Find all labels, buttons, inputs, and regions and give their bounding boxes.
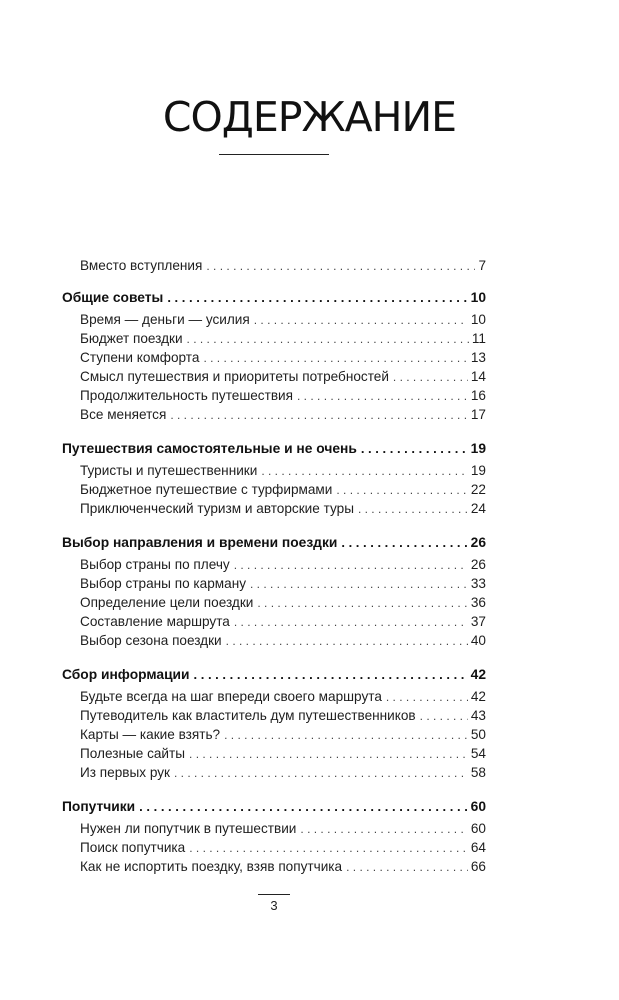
dot-leader [234,615,468,629]
toc-entry-page: 40 [470,633,486,648]
dot-leader [346,860,468,874]
toc-entry-title: Определение цели поездки [80,595,254,610]
toc-entry-title: Из первых рук [80,765,170,780]
toc-entry-page: 36 [470,595,486,610]
toc-entry[interactable] [62,350,486,369]
dot-leader [189,841,468,855]
toc-entry[interactable] [62,258,486,277]
dot-leader [206,259,475,273]
toc-entry-title: Путеводитель как властитель дум путешественников [80,708,416,723]
dot-leader [187,332,469,346]
dot-leader [167,290,467,305]
toc-entry-title: Бюджетное путешествие с турфирмами [80,482,333,497]
dot-leader [300,822,467,836]
toc-entry[interactable] [62,557,486,576]
toc-section[interactable] [62,667,486,689]
toc-entry[interactable] [62,765,486,784]
toc-entry-title: Карты — какие взять? [80,727,221,742]
toc-entry-page: 10 [470,312,486,327]
toc-entry-page: 43 [470,708,486,723]
toc-entry[interactable] [62,501,486,520]
dot-leader [386,690,468,704]
toc-entry-title: Попутчики [62,799,136,814]
toc-entry-title: Будьте всегда на шаг впереди своего маршрута [80,689,382,704]
toc-entry-page: 16 [470,388,486,403]
dot-leader [336,483,468,497]
toc-entry-page: 7 [478,258,486,273]
toc-entry-page: 13 [470,350,486,365]
toc-entry-title: Путешествия самостоятельные и не очень [62,441,357,456]
toc-entry-title: Нужен ли попутчик в путешествии [80,821,297,836]
toc-entry-page: 14 [470,369,486,384]
dot-leader [254,313,468,327]
title-divider [219,154,329,155]
toc-entry[interactable] [62,312,486,331]
toc-entry[interactable] [62,388,486,407]
toc-entry-title: Туристы и путешественники [80,463,258,478]
dot-leader [203,351,467,365]
toc-entry-title: Полезные сайты [80,746,186,761]
toc-entry[interactable] [62,746,486,765]
toc-entry-page: 26 [470,535,486,550]
toc-entry-title: Поиск попутчика [80,840,186,855]
toc-entry-title: Смысл путешествия и приоритеты потребностей [80,369,389,384]
toc-entry-page: 42 [470,667,486,682]
toc-entry-page: 19 [470,441,486,456]
dot-leader [234,558,468,572]
toc-entry-page: 19 [470,463,486,478]
toc-entry[interactable] [62,369,486,388]
page-number: 3 [270,898,278,913]
dot-leader [194,667,468,682]
toc-section[interactable] [62,290,486,312]
dot-leader [361,441,468,456]
toc-entry-title: Как не испортить поездку, взяв попутчика [80,859,343,874]
dot-leader [224,728,468,742]
toc-entry-page: 60 [470,821,486,836]
dot-leader [189,747,468,761]
toc-entry-page: 24 [470,501,486,516]
toc-entry-title: Выбор страны по плечу [80,557,230,572]
toc-entry-page: 26 [470,557,486,572]
toc-entry-page: 33 [470,576,486,591]
toc-entry-page: 11 [471,331,486,346]
toc-entry-page: 42 [470,689,486,704]
toc-section[interactable] [62,535,486,557]
dot-leader [257,596,468,610]
dot-leader [358,502,468,516]
dot-leader [297,389,468,403]
toc-entry-title: Общие советы [62,290,164,305]
toc-entry-page: 10 [470,290,486,305]
toc-entry[interactable] [62,727,486,746]
toc-entry-page: 60 [470,799,486,814]
dot-leader [170,408,468,422]
toc-entry-title: Все меняется [80,407,167,422]
toc-entry[interactable] [62,595,486,614]
toc-entry-page: 37 [470,614,486,629]
dot-leader [261,464,468,478]
dot-leader [393,370,468,384]
dot-leader [250,577,468,591]
page-number-divider [258,894,290,895]
dot-leader [420,709,468,723]
dot-leader [226,634,468,648]
toc-entry[interactable] [62,463,486,482]
toc-entry[interactable] [62,614,486,633]
toc-entry[interactable] [62,576,486,595]
toc-entry-title: Бюджет поездки [80,331,183,346]
toc-section[interactable] [62,799,486,821]
toc-entry-title: Время — деньги — усилия [80,312,250,327]
toc-entry-title: Составление маршрута [80,614,230,629]
toc-entry[interactable] [62,407,486,426]
toc-entry-title: Выбор направления и времени поездки [62,535,338,550]
toc-entry-title: Ступени комфорта [80,350,200,365]
toc-entry-title: Выбор страны по карману [80,576,246,591]
toc-entry-page: 64 [470,840,486,855]
toc-entry-title: Приключенческий туризм и авторские туры [80,501,354,516]
toc-entry[interactable] [62,708,486,727]
dot-leader [341,535,467,550]
toc-entry-title: Продолжительность путешествия [80,388,294,403]
toc-entry[interactable] [62,859,486,878]
toc-entry[interactable] [62,482,486,501]
toc-entry[interactable] [62,633,486,652]
toc-entry-page: 50 [470,727,486,742]
table-of-contents [62,258,486,878]
toc-entry-page: 54 [470,746,486,761]
toc-entry[interactable] [62,840,486,859]
dot-leader [139,799,467,814]
toc-entry-title: Сбор информации [62,667,190,682]
page-title: СОДЕРЖАНИЕ [162,93,457,141]
toc-entry[interactable] [62,689,486,708]
toc-entry-page: 58 [470,765,486,780]
dot-leader [174,766,468,780]
toc-section[interactable] [62,441,486,463]
toc-entry[interactable] [62,821,486,840]
toc-entry[interactable] [62,331,486,350]
toc-entry-title: Выбор сезона поездки [80,633,222,648]
toc-entry-title: Вместо вступления [80,258,203,273]
toc-entry-page: 17 [470,407,486,422]
toc-entry-page: 66 [470,859,486,874]
toc-entry-page: 22 [470,482,486,497]
